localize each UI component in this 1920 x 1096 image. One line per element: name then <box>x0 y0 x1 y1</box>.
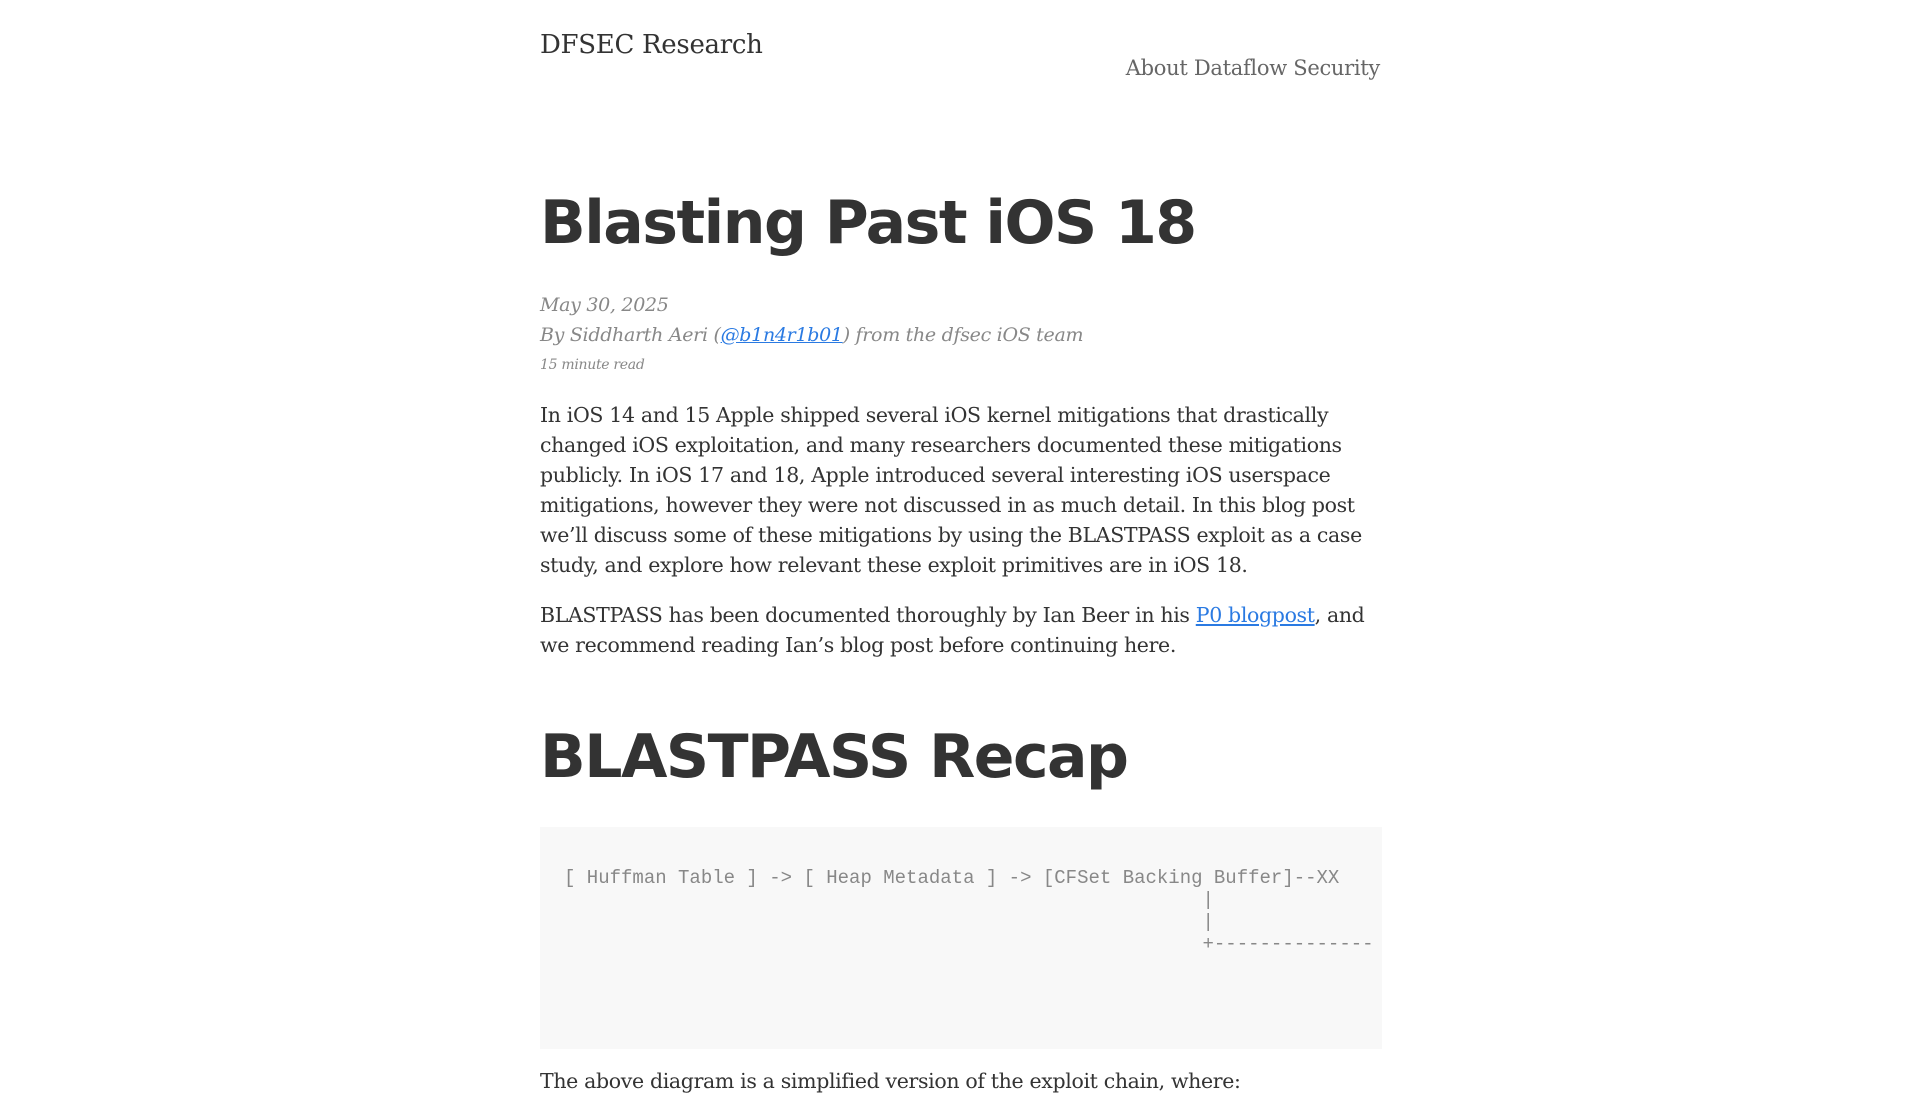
p0-blogpost-link[interactable]: P0 blogpost <box>1195 603 1315 627</box>
section-title-blastpass-recap: BLASTPASS Recap <box>540 722 1128 792</box>
read-time: 15 minute read <box>540 357 645 373</box>
diagram-description-paragraph: The above diagram is a simplified version of the exploit chain, where: <box>540 1069 1241 1093</box>
post-author <box>540 322 1083 348</box>
code-block[interactable] <box>540 827 1382 1049</box>
post-title: Blasting Past iOS 18 <box>540 188 1196 258</box>
author-handle-link[interactable]: @b1n4r1b01 <box>720 324 843 346</box>
intro-paragraph: In iOS 14 and 15 Apple shipped several iOS kernel mitigations that drastically changed iOS exploitation, and many researchers documented these mitigations publicly. In iOS 17 and 18, Apple introduced several interesting iOS userspace mitigations, however they were not discussed in as much detail. In this blog post we’ll discuss some of these mitigations by using the BLASTPASS exploit as a case study, and explore how relevant these exploit primitives are in iOS 18. <box>540 403 1362 577</box>
post-date: May 30, 2025 <box>540 294 669 316</box>
site-title[interactable]: DFSEC Research <box>540 30 763 60</box>
blastpass-paragraph <box>540 600 1382 660</box>
author-suffix: ) from the dfsec iOS team <box>842 324 1084 346</box>
paragraph2-suffix: , and we recommend reading Ian’s blog post before continuing here. <box>540 603 1365 657</box>
paragraph2-prefix: BLASTPASS has been documented thoroughly by Ian Beer in his <box>540 603 1196 627</box>
exploit-chain-diagram: [ Huffman Table ] -> [ Heap Metadata ] -> [CFSet Backing Buffer]--XX | | +-------------- <box>564 867 1374 955</box>
nav-link-about[interactable]: About Dataflow Security <box>1125 56 1380 80</box>
author-prefix: By Siddharth Aeri ( <box>540 324 721 346</box>
